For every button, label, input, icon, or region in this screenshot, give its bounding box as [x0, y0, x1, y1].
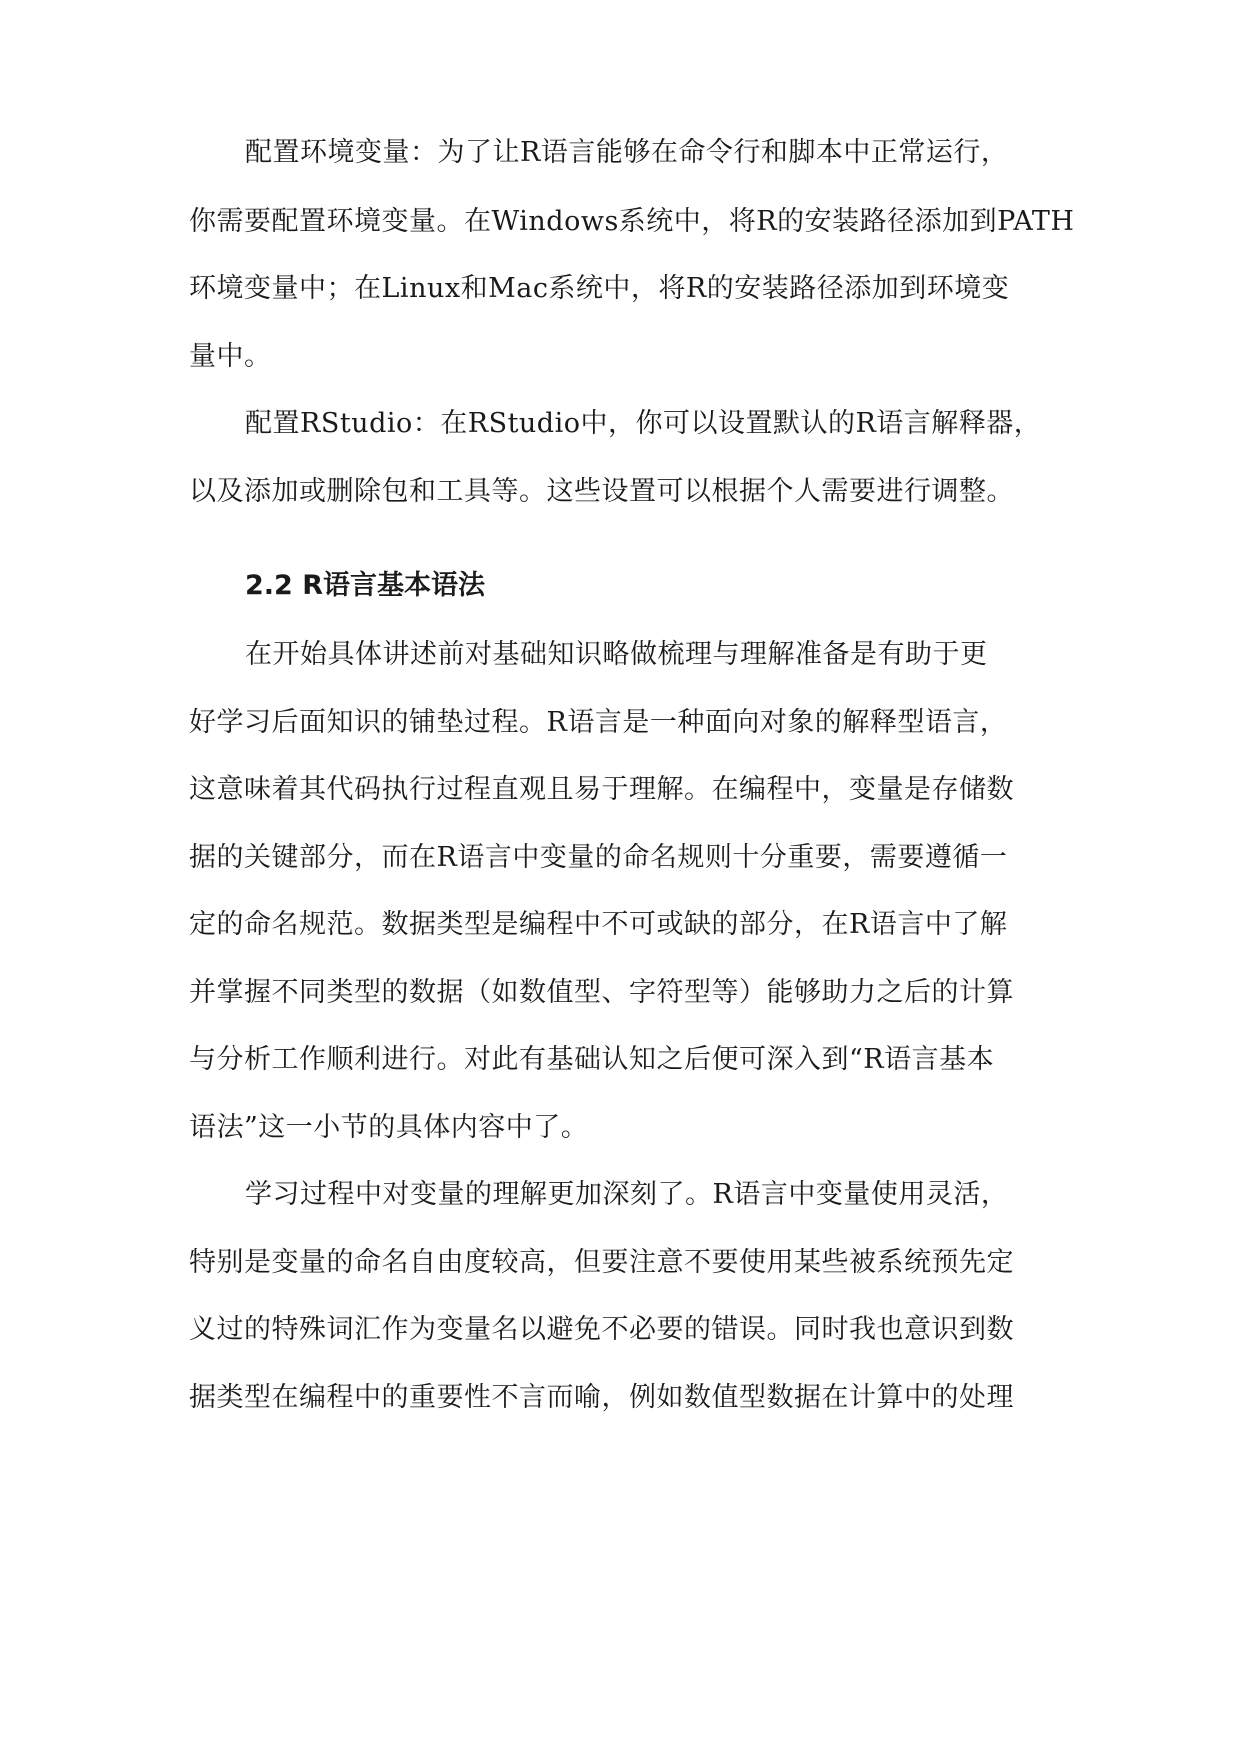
- paragraph-line: 义过的特殊词汇作为变量名以避免不必要的错误。同时我也意识到数: [189, 1314, 1014, 1345]
- paragraph-line: 在开始具体讲述前对基础知识略做梳理与理解准备是有助于更: [245, 639, 988, 670]
- paragraph-line: 据的关键部分，而在R语言中变量的命名规则十分重要，需要遵循一: [189, 842, 1008, 873]
- paragraph-line: 定的命名规范。数据类型是编程中不可或缺的部分，在R语言中了解: [189, 909, 1008, 940]
- paragraph-line: 量中。: [189, 341, 272, 372]
- paragraph-line: 环境变量中；在Linux和Mac系统中，将R的安装路径添加到环境变: [189, 273, 1010, 304]
- paragraph-line: 据类型在编程中的重要性不言而喻，例如数值型数据在计算中的处理: [189, 1382, 1014, 1413]
- paragraph-line: 这意味着其代码执行过程直观且易于理解。在编程中，变量是存储数: [189, 774, 1014, 805]
- paragraph-line: 语法”这一小节的具体内容中了。: [189, 1112, 589, 1143]
- paragraph-line: 你需要配置环境变量。在Windows系统中，将R的安装路径添加到PATH: [189, 206, 1075, 237]
- paragraph-line: 特别是变量的命名自由度较高，但要注意不要使用某些被系统预先定: [189, 1247, 1014, 1278]
- paragraph-line: 配置RStudio：在RStudio中，你可以设置默认的R语言解释器，: [245, 408, 1042, 439]
- paragraph-line: 好学习后面知识的铺垫过程。R语言是一种面向对象的解释型语言，: [189, 707, 1008, 738]
- paragraph-line: 配置环境变量：为了让R语言能够在命令行和脚本中正常运行，: [245, 137, 1009, 168]
- paragraph-line: 与分析工作顺利进行。对此有基础认知之后便可深入到“R语言基本: [189, 1044, 995, 1075]
- paragraph-line: 并掌握不同类型的数据（如数值型、字符型等）能够助力之后的计算: [189, 977, 1014, 1008]
- paragraph-line: 学习过程中对变量的理解更加深刻了。R语言中变量使用灵活，: [245, 1179, 1009, 1210]
- paragraph-line: 以及添加或删除包和工具等。这些设置可以根据个人需要进行调整。: [189, 476, 1014, 507]
- section-heading: 2.2 R语言基本语法: [245, 570, 486, 601]
